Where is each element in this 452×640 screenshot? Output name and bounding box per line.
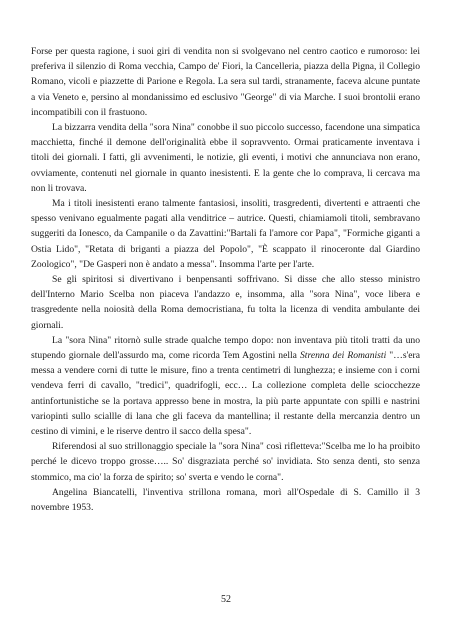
paragraph-4: Se gli spiritosi si divertivano i benpensanti soffrivano. Si disse che allo stesso ministro dell'Interno Mario Scelba non piaceva l'andazzo e, insomma, alla "sora Nina", voce libera e trasgredente nella noiosità della Roma democristiana, fu tolta la licenza di vendita ambulante dei giornali. [31, 274, 420, 331]
paragraph-6: Riferendosi al suo strillonaggio speciale la "sora Nina" così rifletteva:"Scelba me lo ha proibito perché le dicevo troppo grosse….. So' disgraziata perché so' invidiata. Sto senza denti, sto senza stommico, ma cio' la forza de spirito; so' sverta e vendo le corna". [31, 441, 420, 483]
paragraph-5-text-after: "…s'era messa a vendere corni di tutte le misure, fino a trenta centimetri di lunghezza; e insieme con i corni vendeva ferri di cavallo, "tredici", quadrifogli, ecc… La collezione completa delle sciocchezze antinfortunistiche se la portava appresso bene in mostra, la più parte appuntate con spilli e nastrini variopinti sullo sciallle di lana che gli faceva da mantellina; il restante della mercanzia dentro un cestino di vimini, e le riserve dentro il sacco della spesa". [31, 350, 420, 438]
paragraph-5-text-before: La "sora Nina" ritornò sulle strade qualche tempo dopo: non inventava più titoli tratti da uno stupendo giornale dell'assurdo ma, come ricorda Tem Agostini nella [31, 334, 420, 362]
paragraph-1: Forse per questa ragione, i suoi giri di vendita non si svolgevano nel centro caotico e rumoroso: lei preferiva il silenzio di Roma vecchia, Campo de' Fiori, la Cancelleria, piazza della Pigna, il Collegio Romano, vicoli e piazzette di Parione e Regola. La sera sul tardi, stranamente, faceva alcune puntate a via Veneto e, persino al mondanissimo ed esclusivo "George" di via Marche. I suoi brontolii erano incompatibili con il frastuono. [31, 46, 420, 118]
page-number: 52 [221, 594, 231, 605]
document-body [31, 44, 420, 515]
paragraph-5 [31, 333, 420, 439]
paragraph-3: Ma i titoli inesistenti erano talmente fantasiosi, insoliti, trasgredenti, divertenti e attraenti che spesso venivano egualmente pagati alla venditrice – autrice. Questi, chiamiamoli titoli, sembravano suggeriti da Ionesco, da Campanile o da Zavattini:"Bartali fa l'amore cor Papa", "Formiche giganti a Ostia Lido", "Retata di briganti a piazza del Popolo", "È scappato il rinoceronte dal Giardino Zoologico", "De Gasperi non è andato a messa". Insomma l'arte per l'arte. [31, 198, 420, 270]
paragraph-7: Angelina Biancatelli, l'inventiva strillona romana, morì all'Ospedale di S. Camillo il 3 novembre 1953. [31, 486, 420, 514]
paragraph-5-italic-title: Strenna dei Romanisti [300, 350, 387, 362]
paragraph-2: La bizzarra vendita della "sora Nina" conobbe il suo piccolo successo, facendone una simpatica macchietta, finché il demone dell'originalità ebbe il sopravvento. Ormai praticamente inventava i titoli dei giornali. I fatti, gli avvenimenti, le notizie, gli eventi, i motivi che annunciava non erano, ovviamente, contenuti nel giornale in quanto inesistenti. E la gente che lo comprava, li cercava ma non li trovava. [31, 122, 420, 194]
